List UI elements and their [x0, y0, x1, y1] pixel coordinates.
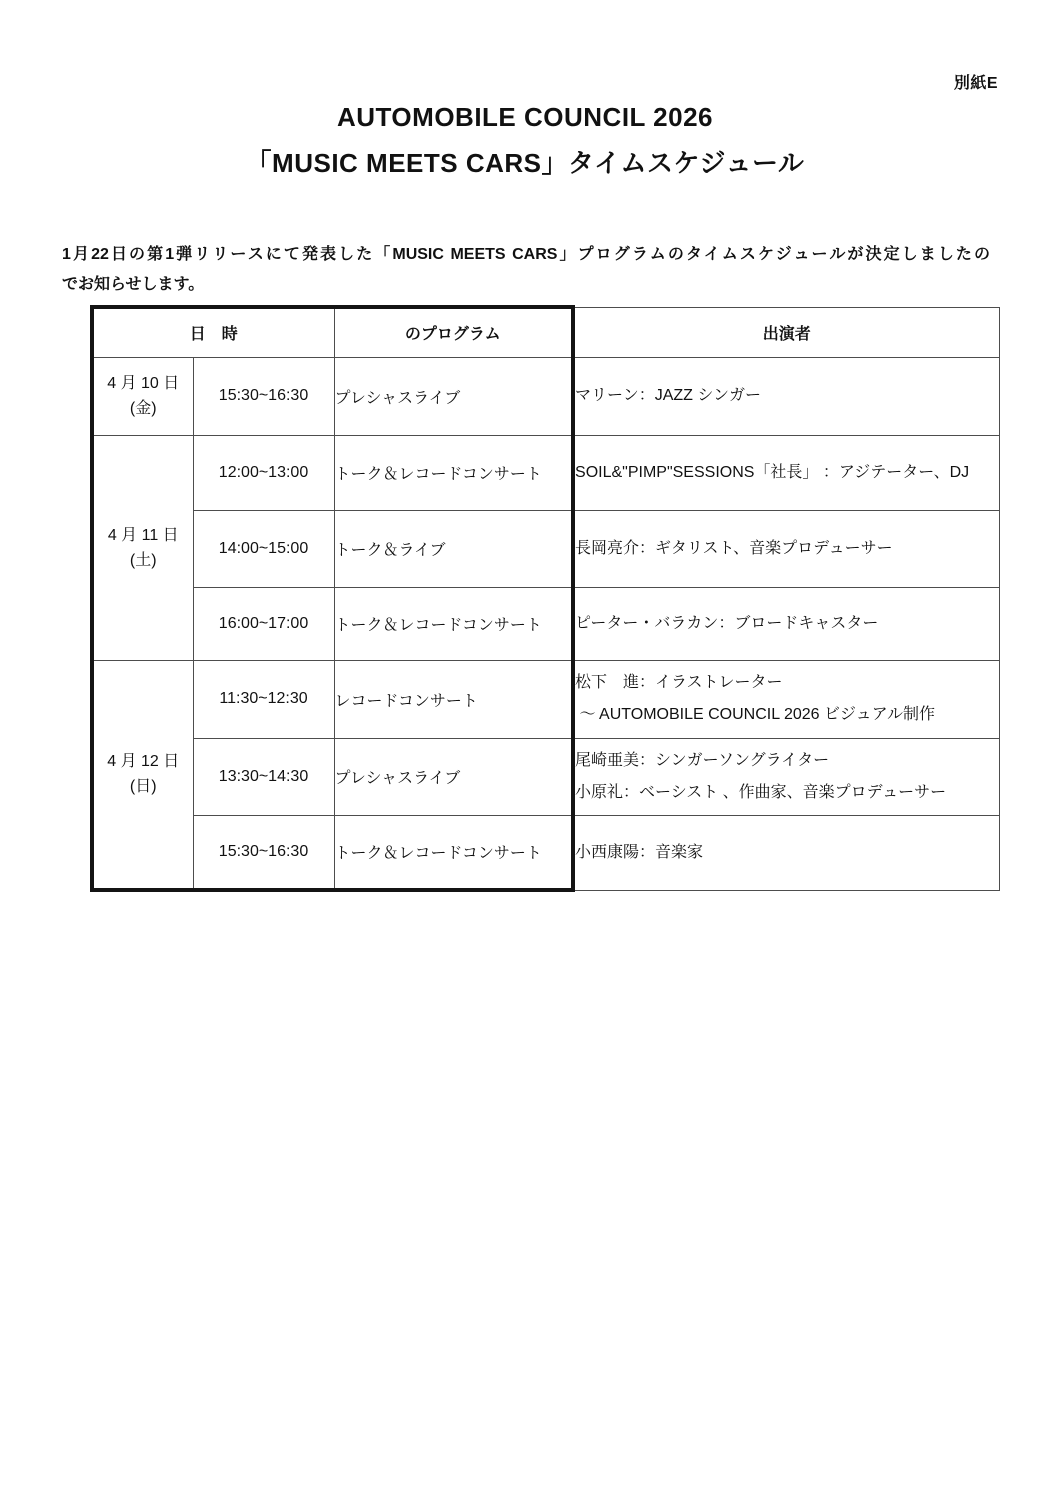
- table-row: [92, 587, 999, 660]
- program-cell: トーク＆レコードコンサート: [334, 435, 573, 510]
- date-line-2: (金): [129, 400, 157, 417]
- table-row: [92, 510, 999, 587]
- column-header-performer: 出演者: [573, 307, 999, 357]
- performer-cell: [573, 587, 999, 660]
- date-line-2: (土): [129, 551, 157, 569]
- date-cell: [92, 435, 193, 660]
- title-block: [0, 94, 1050, 186]
- attachment-label: 別紙E: [953, 75, 998, 92]
- page-title: AUTOMOBILE COUNCIL 2026: [336, 102, 714, 132]
- performer-cell: [573, 660, 999, 738]
- performer-cell: [573, 738, 999, 815]
- column-header-program: のプログラム: [334, 307, 573, 357]
- performer-line: 尾崎亜美：シンガーソングライター: [575, 751, 830, 769]
- table-row: [92, 815, 999, 890]
- performer-line: ～ AUTOMOBILE COUNCIL 2026 ビジュアル制作: [575, 706, 936, 723]
- program-cell: レコードコンサート: [334, 660, 573, 738]
- program-cell: トーク＆ライブ: [334, 510, 573, 587]
- date-line-1: 4 月 12 日: [107, 753, 180, 771]
- intro-paragraph: [62, 240, 990, 300]
- program-cell: トーク＆レコードコンサート: [334, 587, 573, 660]
- time-cell: 14:00~15:00: [193, 510, 334, 587]
- time-cell: 15:30~16:30: [193, 357, 334, 435]
- date-cell: [92, 357, 193, 435]
- performer-line: 松下 進：イラストレーター: [575, 674, 783, 691]
- date-line-1: 4 月 11 日: [107, 526, 179, 544]
- date-cell: [92, 660, 193, 890]
- time-cell: 12:00~13:00: [193, 435, 334, 510]
- performer-line: 小原礼：ベーシスト 、作曲家、音楽プロデューサー: [575, 783, 947, 801]
- table-row: [92, 435, 999, 510]
- date-line-2: (日): [129, 778, 157, 796]
- program-cell: プレシャスライブ: [334, 738, 573, 815]
- table-row: [92, 738, 999, 815]
- intro-line-2: でお知らせします。: [62, 276, 205, 293]
- performer-line: 長岡亮介：ギタリスト、音楽プロデューサー: [575, 539, 893, 557]
- performer-cell: [573, 357, 999, 435]
- performer-line: SOIL&"PIMP"SESSIONS「社長」 ：アジテーター、DJ: [575, 463, 970, 481]
- table-row: [92, 660, 999, 738]
- time-cell: 13:30~14:30: [193, 738, 334, 815]
- column-header-datetime: 日 時: [92, 307, 334, 357]
- schedule-table: [90, 305, 1000, 892]
- performer-line: 小西康陽：音楽家: [575, 843, 704, 861]
- performer-cell: [573, 815, 999, 890]
- intro-line-1: 1月22日の第1弾リリースにて発表した「MUSIC MEETS CARS」プログラムのタイムスケジュールが決定しましたの: [62, 246, 990, 263]
- time-cell: 11:30~12:30: [193, 660, 334, 738]
- page-subtitle: 「MUSIC MEETS CARS」タイムスケジュール: [245, 148, 805, 178]
- table-row: [92, 357, 999, 435]
- program-cell: プレシャスライブ: [334, 357, 573, 435]
- performer-cell: [573, 510, 999, 587]
- performer-line: マリーン：JAZZ シンガー: [575, 387, 761, 404]
- performer-cell: [573, 435, 999, 510]
- date-line-1: 4 月 10 日: [107, 375, 180, 392]
- time-cell: 15:30~16:30: [193, 815, 334, 890]
- program-cell: トーク＆レコードコンサート: [334, 815, 573, 890]
- performer-line: ピーター・バラカン：ブロードキャスター: [575, 614, 879, 632]
- header-row: [92, 307, 999, 357]
- time-cell: 16:00~17:00: [193, 587, 334, 660]
